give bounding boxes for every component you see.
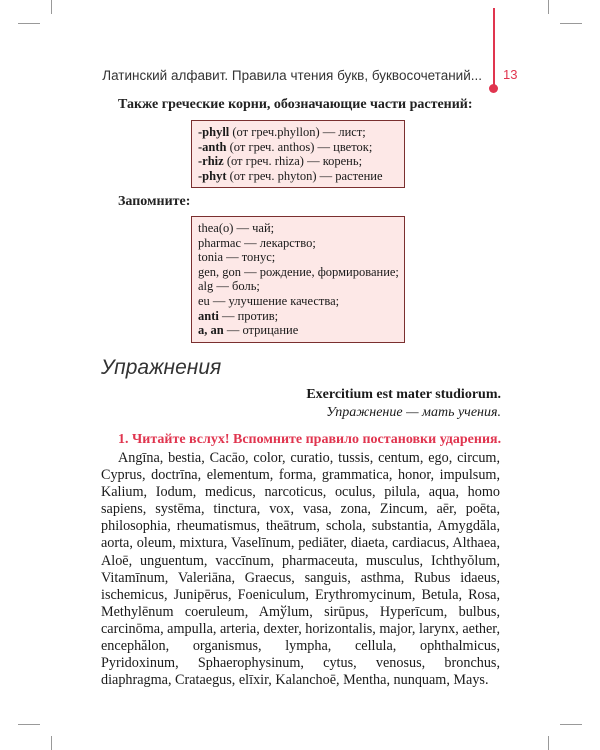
motto-russian: Упражнение — мать учения. [326,405,501,420]
root-item: -rhiz (от греч. rhiza) — корень; [198,154,363,169]
greek-roots-box [191,120,405,188]
remember-item: anti — против; [198,308,279,323]
remember-item: a, an — отрицание [198,323,299,338]
exercise-1-text: Angīna, bestia, Cacāo, color, curatio, tussis, centum, ego, circum, Cyprus, doctrīna, elementum, forma, grammatica, honor, impulsum, Kalium, Iodum, medicus, narcoticus, oculus, pilula, aqua, homo sapiens, systēma, tinctura, vox, vasa, zona, Zincum, aēr, poēta, philosophia, rheumatismus, theātrum, schola, substantia, Amygdăla, aorta, oleum, mixtura, Vaselīnum, pediāter, diaeta, cardiacus, Althaea, Aloē, unguentum, vaccīnum, pharmaceuta, musculus, Ichthyŏlum, Vitamīnum, Valeriāna, Graecus, sanguis, asthma, Rubus idaeus, ischemicus, Junipērus, Foeniculum, Erythromycinum, Betula, Rosa, Methylēnum coeruleum, Amўlum, sirūpus, Hyperīcum, bulbus, carcinōma, ampulla, arteria, dexter, horizontalis, major, larynx, aether, encephălon, organismus, lympha, cellula, ophthalmicus, Pyridoxinum, Sphaerophysinum, cytus, venosus, bronchus, diaphragma, Crataegus, elīxir, Kalanchoē, Mentha, nunquam, Mays. [101,450,500,689]
remember-item: tonia — тонус; [198,250,276,265]
remember-box [191,216,405,343]
header-accent-dot [489,84,498,93]
exercises-section-title: Упражнения [101,356,222,379]
crop-mark [548,0,549,14]
page-number: 13 [503,67,518,82]
header-accent-line [493,8,495,88]
crop-mark [560,23,582,24]
remember-item: thea(o) — чай; [198,221,275,235]
motto-latin: Exercitium est mater studiorum. [306,387,501,402]
remember-item: gen, gon — рождение, формирование; [198,264,399,279]
remember-heading: Запомните: [118,194,191,209]
crop-mark [548,736,549,750]
crop-mark [18,724,40,725]
running-title: Латинский алфавит. Правила чтения букв, буквосочетаний... [102,68,482,83]
remember-item: pharmac — лекарство; [198,235,316,250]
root-item: -phyll (от греч.phyllon) — лист; [198,125,366,139]
root-item: -phyt (от греч. phyton) — растение [198,168,383,183]
root-item: -anth (от греч. anthos) — цветок; [198,139,373,154]
crop-mark [18,23,40,24]
crop-mark [51,736,52,750]
exercise-1-text-block [101,450,500,689]
exercise-1-title: 1. Читайте вслух! Вспомните правило постановки ударения. [118,432,502,447]
crop-mark [51,0,52,14]
remember-item: alg — боль; [198,279,260,294]
remember-item: eu — улучшение качества; [198,293,340,308]
crop-mark [560,724,582,725]
motto [306,386,501,422]
greek-roots-heading: Также греческие корни, обозначающие части растений: [118,97,473,112]
